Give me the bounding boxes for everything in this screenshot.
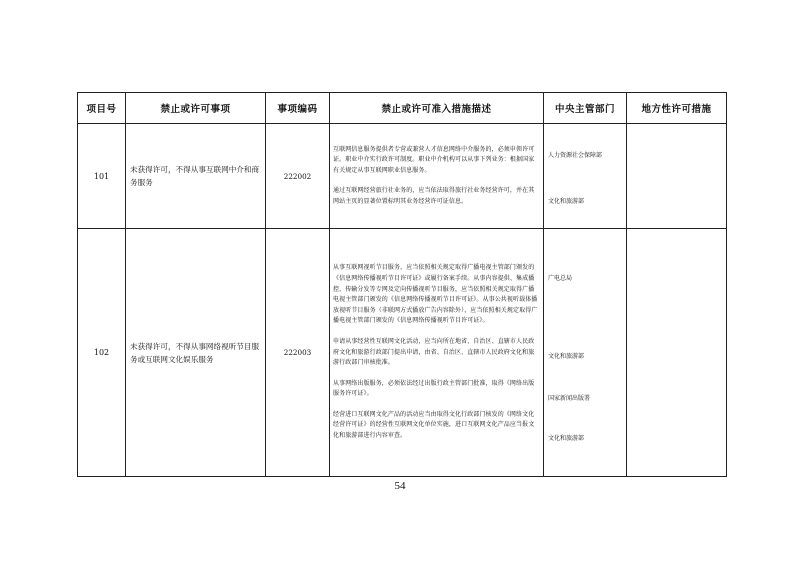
header-name: 禁止或许可事项 [126,93,266,124]
desc-paragraph: 申请从事经营性互联网文化活动，应当向所在地省、自治区、直辖市人民政府文化和旅游行政部门提出申请，由省、自治区、直辖市人民政府文化和旅游行政部门审核批准。 [333,337,535,367]
page-number: 54 [394,480,406,492]
desc-paragraph: 从事互联网视听节目服务，应当依照相关规定取得广播电视主管部门颁发的《信息网络传播视听节目许可证》或履行备案手续。从事内容提供、集成播控、传输分发等专网及定向传播视听节目服务，应当依照相关规定取得广播电视主管部门颁发的《信息网络传播视听节目许可证》。从事公共视听载体播放视听节目服务（非联网方式播放广告内容除外），应当依照相关规定取得广播电视主管部门颁发的《信息网络传播视听节目许可证》。 [333,264,538,325]
desc-paragraph: 通过互联网经营旅行社业务的，应当依法取得旅行社业务经营许可，并在其网站主页的显著位置标明其业务经营许可证信息。 [333,187,535,205]
row-code: 222002 [266,124,330,229]
permit-table [77,92,727,477]
row-desc [330,124,544,229]
desc-paragraph: 经营进口互联网文化产品的活动应当由取得文化行政部门核发的《网络文化经营许可证》的经营性互联网文化单位实施，进口互联网文化产品应当报文化和旅游部进行内容审查。 [333,410,535,440]
row-local [627,124,727,229]
row-dept [544,124,627,229]
row-desc [330,229,544,477]
table-row [78,229,727,477]
header-dept: 中央主管部门 [544,93,627,124]
row-local [627,229,727,477]
row-id: 102 [78,229,126,477]
dept-label: 文化和旅游部 [548,198,585,205]
header-row [78,93,727,124]
dept-label: 国家新闻出版署 [548,395,591,402]
row-id: 101 [78,124,126,229]
header-id: 项目号 [78,93,126,124]
row-code: 222003 [266,229,330,477]
row-name: 未获得许可，不得从事互联网中介和商务服务 [126,124,266,229]
row-name: 未获得许可，不得从事网络视听节目服务或互联网文化娱乐服务 [126,229,266,477]
row-dept [544,229,627,477]
dept-label: 人力资源社会保障部 [548,152,603,159]
header-desc: 禁止或许可准入措施描述 [330,93,544,124]
header-local: 地方性许可措施 [627,93,727,124]
dept-label: 文化和旅游部 [548,435,585,442]
dept-label: 广电总局 [548,275,573,282]
dept-label: 文化和旅游部 [548,353,585,360]
table-row [78,124,727,229]
header-code: 事项编码 [266,93,330,124]
desc-paragraph: 互联网信息服务提供者专营或兼营人才信息网络中介服务的，必须申领许可证。职业中介实行政许可制度。职业中介机构可以从事下列业务：根据国家有关规定从事互联网职业信息服务。 [333,145,535,174]
desc-paragraph: 从事网络出版服务，必须依法经过出版行政主管部门批准，取得《网络出版服务许可证》。 [333,379,535,398]
